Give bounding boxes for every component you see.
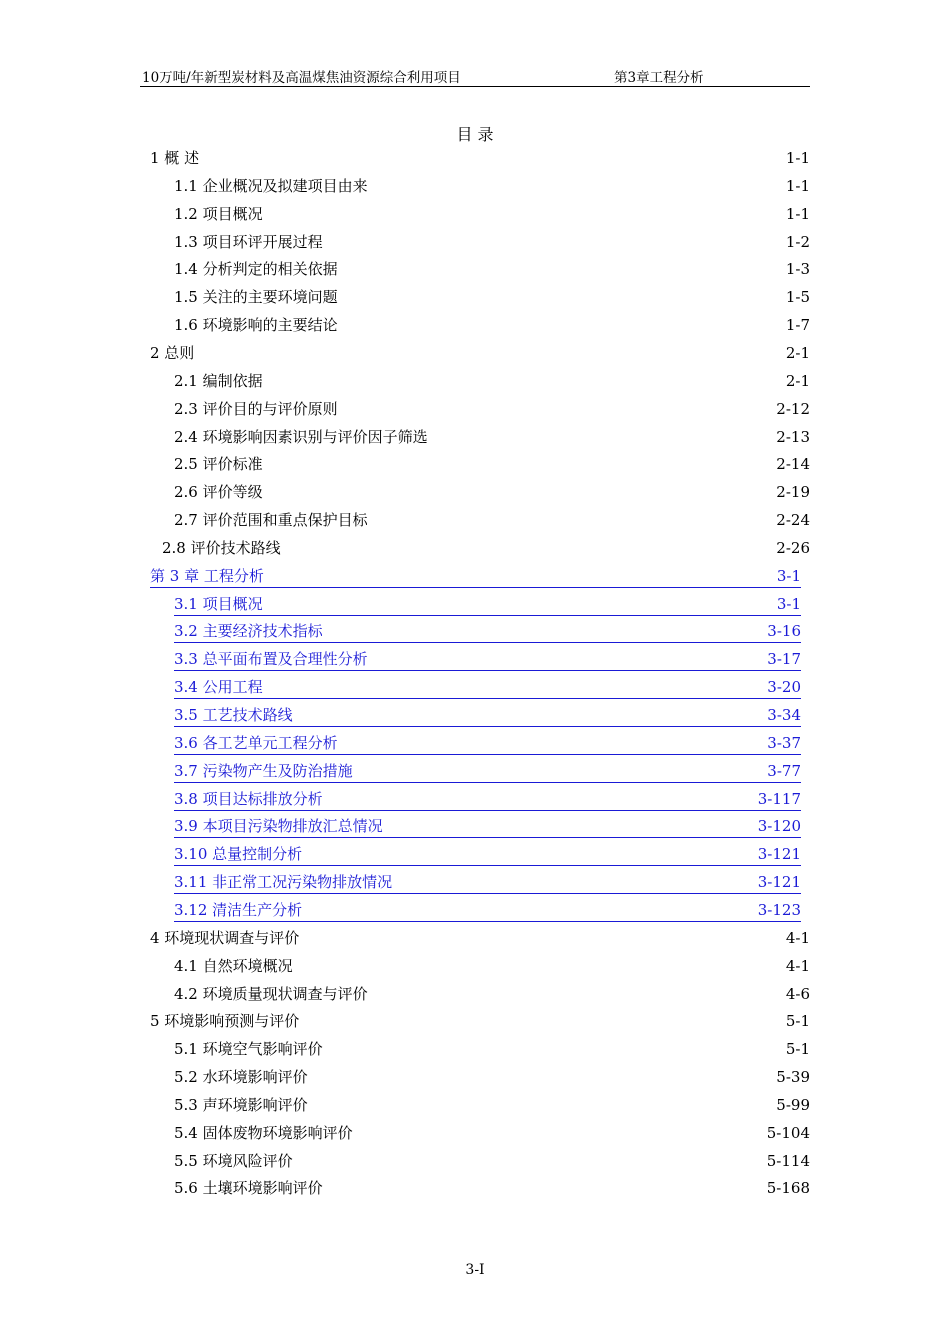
toc-entry-page: 2-19 [776, 483, 810, 502]
toc-entry-label: 5.6 土壤环境影响评价 [174, 1179, 323, 1198]
toc-entry-label: 2.3 评价目的与评价原则 [174, 399, 338, 418]
toc-entry-page: 5-1 [785, 1012, 810, 1031]
toc-row [174, 314, 810, 336]
toc-entry-page: 1-2 [785, 232, 810, 251]
toc-entry-label: 第 3 章 工程分析 [150, 566, 264, 585]
toc-entry-page: 4-6 [785, 984, 810, 1003]
toc-entry-label: 3.5 工艺技术路线 [174, 706, 293, 724]
toc-entry-label: 3.7 污染物产生及防治措施 [174, 761, 353, 780]
toc-entry-label: 3.11 非正常工况污染物排放情况 [174, 873, 393, 892]
toc-entry-label: 3.3 总平面布置及合理性分析 [174, 650, 368, 669]
toc-entry-page: 1-7 [785, 316, 810, 335]
toc-row [162, 537, 810, 559]
toc-row [174, 175, 810, 197]
toc-row [174, 370, 810, 392]
toc-row [150, 147, 810, 169]
toc-entry-page: 2-24 [776, 511, 810, 530]
toc-entry-page: 3-121 [757, 845, 801, 864]
toc-entry-label: 5.3 声环境影响评价 [174, 1095, 308, 1114]
toc-row [174, 1038, 810, 1060]
toc-row [150, 1010, 810, 1032]
toc-link-row[interactable] [174, 593, 801, 616]
toc-entry-label: 5.5 环境风险评价 [174, 1151, 293, 1170]
toc-row [174, 983, 810, 1005]
toc-row [174, 1094, 810, 1116]
toc-entry-page: 5-168 [766, 1179, 810, 1198]
toc-entry-page: 4-1 [785, 956, 810, 975]
toc-entry-label: 1.4 分析判定的相关依据 [174, 260, 338, 279]
toc-entry-label: 1.3 项目环评开展过程 [174, 232, 323, 251]
toc-entry-label: 3.12 清洁生产分析 [174, 900, 303, 919]
toc-link-row[interactable] [174, 676, 801, 699]
toc-row [174, 509, 810, 531]
toc-entry-page: 3-77 [767, 761, 801, 780]
toc-entry-page: 3-16 [767, 622, 801, 641]
toc-entry-label: 4.1 自然环境概况 [174, 956, 293, 975]
toc-entry-page: 4-1 [785, 928, 810, 947]
toc-entry-page: 1-1 [785, 204, 810, 223]
toc-entry-page: 5-1 [785, 1040, 810, 1059]
toc-entry-page: 2-13 [776, 427, 810, 446]
toc-row [174, 286, 810, 308]
toc-entry-label: 1 概 述 [150, 149, 200, 167]
toc-row [174, 398, 810, 420]
toc-entry-page: 3-17 [767, 650, 801, 669]
toc-link-row[interactable] [174, 732, 801, 755]
toc-link-row[interactable] [174, 620, 801, 643]
toc-entry-page: 3-123 [757, 900, 801, 919]
toc-row [174, 955, 810, 977]
toc-entry-page: 2-1 [785, 343, 810, 362]
toc-title: 目 录 [456, 125, 494, 144]
toc-entry-page: 3-1 [776, 594, 801, 613]
toc-row [174, 203, 810, 225]
toc-entry-page: 2-1 [785, 371, 810, 390]
toc-entry-label: 4.2 环境质量现状调查与评价 [174, 984, 368, 1003]
toc-link-row[interactable] [174, 815, 801, 838]
toc-entry-label: 2.4 环境影响因素识别与评价因子筛选 [174, 427, 428, 446]
toc-row [174, 1066, 810, 1088]
toc-entry-label: 1.5 关注的主要环境问题 [174, 288, 338, 307]
toc-entry-label: 3.8 项目达标排放分析 [174, 789, 323, 808]
page-number: 3-I [465, 1262, 485, 1278]
toc-entry-label: 3.4 公用工程 [174, 678, 263, 697]
toc-entry-label: 4 环境现状调查与评价 [150, 928, 300, 947]
toc-link-row[interactable] [174, 843, 801, 866]
toc-link-row[interactable] [150, 565, 801, 588]
toc-link-row[interactable] [174, 871, 801, 894]
toc-entry-label: 3.9 本项目污染物排放汇总情况 [174, 817, 383, 836]
toc-entry-page: 2-26 [776, 538, 810, 557]
toc-entry-page: 1-1 [785, 149, 810, 167]
toc-entry-label: 3.6 各工艺单元工程分析 [174, 733, 338, 752]
toc-entry-label: 2.5 评价标准 [174, 455, 263, 474]
toc-row [174, 231, 810, 253]
page-header [140, 66, 810, 87]
toc-entry-page: 5-39 [776, 1068, 810, 1087]
toc-row [174, 258, 810, 280]
toc-entry-label: 1.6 环境影响的主要结论 [174, 316, 338, 335]
toc-link-row[interactable] [174, 648, 801, 671]
toc-entry-page: 2-14 [776, 455, 810, 474]
toc-entry-label: 3.10 总量控制分析 [174, 845, 303, 864]
toc-link-row[interactable] [174, 704, 801, 727]
toc-entry-label: 2.6 评价等级 [174, 483, 263, 502]
toc-row [174, 481, 810, 503]
toc-row [174, 426, 810, 448]
toc-row [174, 1150, 810, 1172]
toc-entry-page: 3-121 [757, 873, 801, 892]
header-project-title: 10万吨/年新型炭材料及高温煤焦油资源综合利用项目 [142, 70, 461, 86]
toc-entry-page: 3-117 [757, 789, 801, 808]
header-chapter-title: 第3章工程分析 [614, 70, 704, 86]
toc-entry-label: 2.7 评价范围和重点保护目标 [174, 511, 368, 530]
toc-row [150, 927, 810, 949]
toc-link-row[interactable] [174, 788, 801, 811]
toc-entry-label: 3.2 主要经济技术指标 [174, 622, 323, 641]
toc-row [150, 342, 810, 364]
toc-entry-label: 2.1 编制依据 [174, 371, 263, 390]
toc-entry-label: 5.1 环境空气影响评价 [174, 1040, 323, 1059]
toc-row [174, 1122, 810, 1144]
toc-entry-label: 5.2 水环境影响评价 [174, 1068, 308, 1087]
toc-entry-page: 5-99 [776, 1095, 810, 1114]
toc-entry-label: 2.8 评价技术路线 [162, 538, 281, 557]
toc-entry-label: 1.2 项目概况 [174, 204, 263, 223]
toc-row [174, 1177, 810, 1199]
toc-entry-label: 5 环境影响预测与评价 [150, 1012, 300, 1031]
toc-entry-label: 3.1 项目概况 [174, 594, 263, 613]
toc-entry-label: 5.4 固体废物环境影响评价 [174, 1123, 353, 1142]
toc-entry-page: 3-34 [767, 706, 801, 724]
toc-entry-page: 5-114 [766, 1151, 810, 1170]
toc-entry-page: 3-1 [776, 566, 801, 585]
toc-entry-page: 3-20 [767, 678, 801, 697]
toc-row [174, 453, 810, 475]
toc-link-row[interactable] [174, 899, 801, 922]
toc-entry-page: 1-5 [785, 288, 810, 307]
toc-entry-label: 2 总则 [150, 343, 195, 362]
toc-entry-page: 3-120 [757, 817, 801, 836]
toc-entry-page: 5-104 [766, 1123, 810, 1142]
toc-entry-label: 1.1 企业概况及拟建项目由来 [174, 176, 368, 195]
toc-entry-page: 1-1 [785, 176, 810, 195]
toc-entry-page: 3-37 [767, 733, 801, 752]
toc-link-row[interactable] [174, 760, 801, 783]
toc-entry-page: 2-12 [776, 399, 810, 418]
toc-entry-page: 1-3 [785, 260, 810, 279]
